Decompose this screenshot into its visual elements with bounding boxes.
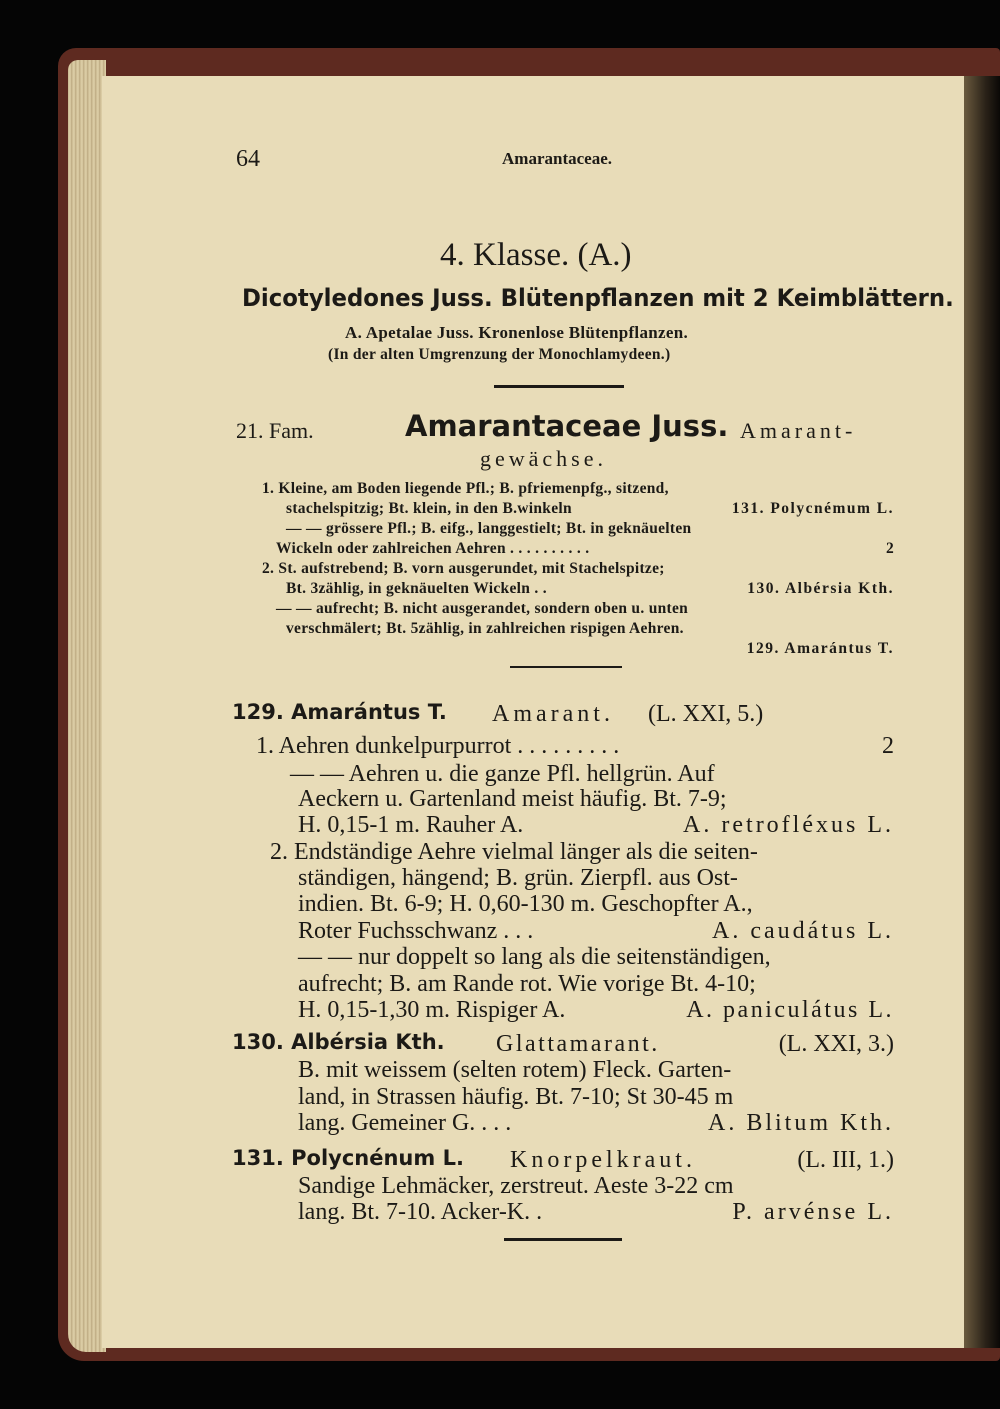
genus-text-line: H. 0,15-1,30 m. Rispiger A. xyxy=(298,997,566,1023)
key-line-target: 131. Polycnémum L. xyxy=(731,500,894,517)
genus-common-name: Knorpelkraut. xyxy=(510,1147,696,1173)
divider-rule xyxy=(494,385,624,388)
key-line: stachelspitzig; Bt. klein, in den B.winkeln xyxy=(286,500,572,517)
genus-text-line: lang. Gemeiner G. . . . xyxy=(298,1110,512,1136)
genus-linne-class: (L. XXI, 5.) xyxy=(648,701,764,727)
end-rule xyxy=(504,1238,622,1241)
genus-text-line: indien. Bt. 6-9; H. 0,60-130 m. Geschopfter A., xyxy=(298,891,753,917)
species-name: P. arvénse L. xyxy=(732,1199,894,1225)
genus-linne-class: (L. III, 1.) xyxy=(797,1147,894,1173)
divider-rule xyxy=(510,666,622,668)
species-name: A. caudátus L. xyxy=(712,918,894,944)
genus-text-line: — — nur doppelt so lang als die seitenständigen, xyxy=(298,944,771,970)
key-line-target: 129. Amarántus T. xyxy=(746,640,894,657)
genus-heading: 131. Polycnénum L. xyxy=(232,1146,464,1170)
genus-text-line: B. mit weissem (selten rotem) Fleck. Garten- xyxy=(298,1057,732,1083)
genus-text-line: land, in Strassen häufig. Bt. 7-10; St 30-45 m xyxy=(298,1084,734,1110)
genus-heading: 130. Albérsia Kth. xyxy=(232,1030,445,1054)
genus-heading: 129. Amarántus T. xyxy=(232,700,447,724)
genus-text-line: 1. Aehren dunkelpurpurrot . . . . . . . . . xyxy=(256,733,620,759)
key-line: — — aufrecht; B. nicht ausgerandet, sondern oben u. unten xyxy=(276,600,689,617)
running-title: Amarantaceae. xyxy=(502,149,612,168)
genus-text-line: ständigen, hängend; B. grün. Zierpfl. aus Ost- xyxy=(298,865,738,891)
genus-text-line: Roter Fuchsschwanz . . . xyxy=(298,918,534,944)
species-name: A. Blitum Kth. xyxy=(707,1110,894,1136)
key-line: 1. Kleine, am Boden liegende Pfl.; B. pfriemenpfg., sitzend, xyxy=(262,480,669,497)
species-name: A. paniculátus L. xyxy=(686,997,894,1023)
genus-text-target: 2 xyxy=(882,733,894,759)
genus-linne-class: (L. XXI, 3.) xyxy=(778,1031,894,1057)
key-line-target: 2 xyxy=(885,540,894,557)
family-common-name-cont: gewächse. xyxy=(480,446,608,471)
apetalae-note: (In der alten Umgrenzung der Monochlamydeen.) xyxy=(328,346,671,363)
book-page xyxy=(102,76,964,1348)
genus-text-line: — — Aehren u. die ganze Pfl. hellgrün. Auf xyxy=(290,761,715,787)
genus-text-line: 2. Endständige Aehre vielmal länger als die seiten- xyxy=(270,839,758,865)
page-edges xyxy=(68,60,106,1352)
page-number: 64 xyxy=(236,146,260,172)
family-name: Amarantaceae Juss. xyxy=(405,409,729,443)
family-common-name: Amarant- xyxy=(740,418,857,443)
genus-text-line: Aeckern u. Gartenland meist häufig. Bt. 7-9; xyxy=(298,786,727,812)
key-line: verschmälert; Bt. 5zählig, in zahlreichen rispigen Aehren. xyxy=(286,620,684,637)
family-label: 21. Fam. xyxy=(236,418,314,443)
key-line-target: 130. Albérsia Kth. xyxy=(747,580,894,597)
key-line: Wickeln oder zahlreichen Aehren . . . . . . . . . . xyxy=(276,540,590,557)
apetalae-line: A. Apetalae Juss. Kronenlose Blütenpflanzen. xyxy=(345,323,688,342)
key-line: Bt. 3zählig, in geknäuelten Wickeln . . xyxy=(286,580,547,597)
genus-text-line: lang. Bt. 7-10. Acker-K. . xyxy=(298,1199,543,1225)
dicot-heading: Dicotyledones Juss. Blütenpflanzen mit 2 Keimblättern. xyxy=(242,284,954,312)
genus-text-line: aufrecht; B. am Rande rot. Wie vorige Bt. 4-10; xyxy=(298,971,756,997)
genus-text-line: H. 0,15-1 m. Rauher A. xyxy=(298,812,524,838)
species-name: A. retrofléxus L. xyxy=(683,812,894,838)
book-gutter xyxy=(964,76,1000,1348)
class-title: 4. Klasse. (A.) xyxy=(440,237,632,273)
genus-text-line: Sandige Lehmäcker, zerstreut. Aeste 3-22 cm xyxy=(298,1173,734,1199)
key-line: — — grössere Pfl.; B. eifg., langgestielt; Bt. in geknäuelten xyxy=(286,520,692,537)
genus-common-name: Glattamarant. xyxy=(496,1031,660,1057)
genus-common-name: Amarant. xyxy=(492,701,614,727)
key-line: 2. St. aufstrebend; B. vorn ausgerundet, mit Stachelspitze; xyxy=(262,560,665,577)
